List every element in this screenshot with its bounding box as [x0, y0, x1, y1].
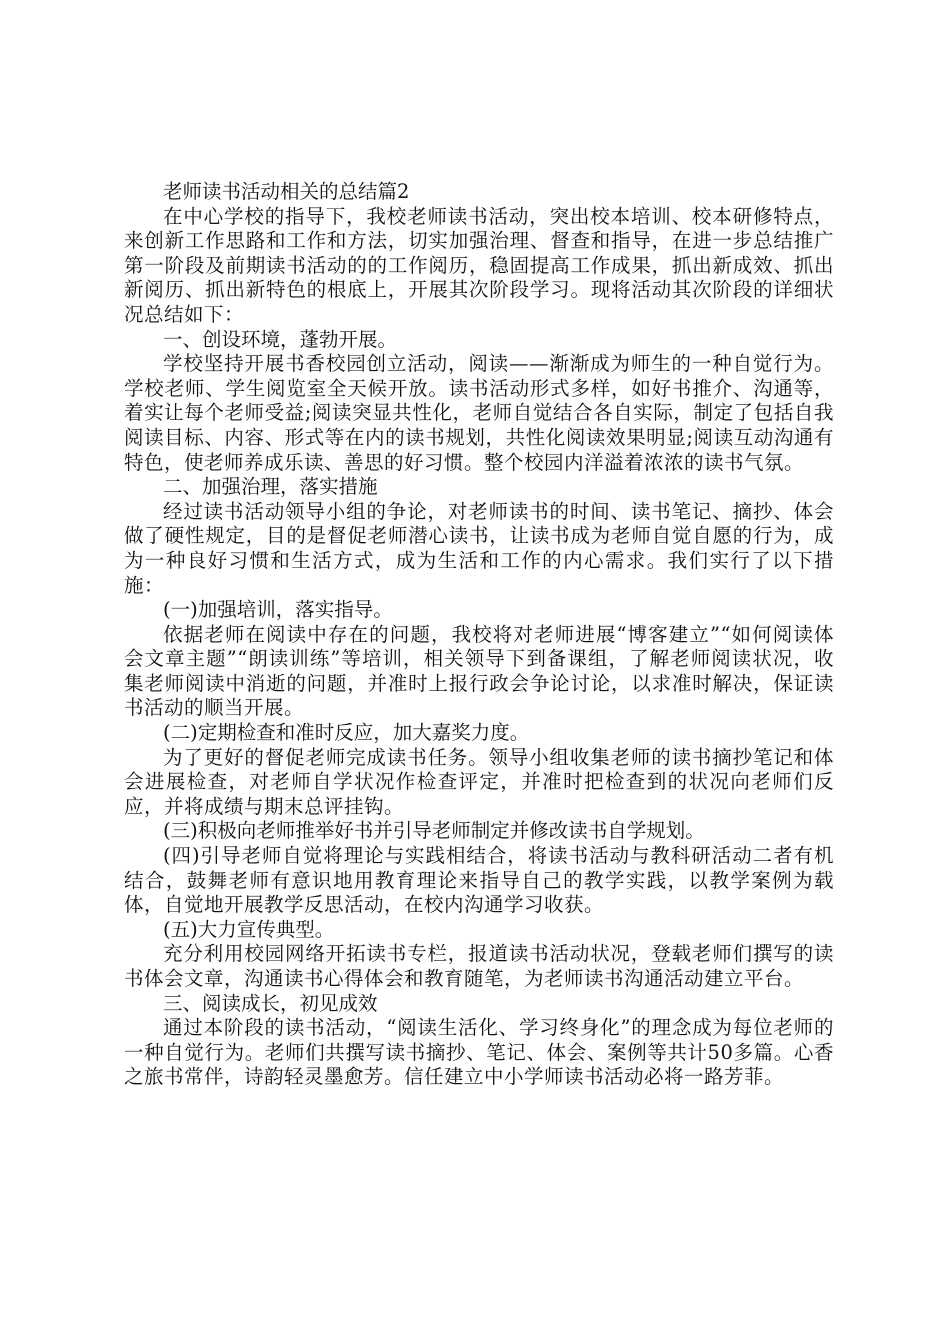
paragraph-results: 通过本阶段的读书活动，“阅读生活化、学习终身化”的理念成为每位老师的一种自觉行为。老师们共撰写读书摘抄、笔记、体会、案例等共计50多篇。心香之旅书常伴，诗韵轻灵墨愈芳。信任建立中小学师读书活动必将一路芳菲。: [124, 1016, 834, 1089]
document-page: [124, 180, 834, 1090]
paragraph-training: 依据老师在阅读中存在的问题，我校将对老师进展“博客建立”“如何阅读体会文章主题”“朗读训练”等培训，相关领导下到备课组，了解老师阅读状况，收集老师阅读中消逝的问题，并准时上报行政会争论讨论，以求准时解决，保证读书活动的顺当开展。: [124, 622, 834, 720]
paragraph-management: 经过读书活动领导小组的争论，对老师读书的时间、读书笔记、摘抄、体会做了硬性规定，目的是督促老师潜心读书，让读书成为老师自觉自愿的行为，成为一种良好习惯和生活方式，成为生活和工作的内心需求。我们实行了以下措施：: [124, 499, 834, 597]
section-heading-1: 一、创设环境，蓬勃开展。: [163, 327, 398, 351]
paragraph-publicity: 充分利用校园网络开拓读书专栏，报道读书活动状况，登载老师们撰写的读书体会文章，沟通读书心得体会和教育随笔，为老师读书沟通活动建立平台。: [124, 942, 834, 990]
section-heading-2: 二、加强治理，落实措施: [163, 475, 378, 499]
paragraph-environment: 学校坚持开展书香校园创立活动，阅读——渐渐成为师生的一种自觉行为。学校老师、学生阅览室全天候开放。读书活动形式多样，如好书推介、沟通等，着实让每个老师受益;阅读突显共性化，老师自觉结合各自实际，制定了包括自我阅读目标、内容、形式等在内的读书规划，共性化阅读效果明显;阅读互动沟通有特色，使老师养成乐读、善思的好习惯。整个校园内洋溢着浓浓的读书气氛。: [124, 352, 834, 474]
subsection-heading-2: (二)定期检查和准时反应，加大嘉奖力度。: [163, 721, 530, 745]
paragraph-intro: 在中心学校的指导下，我校老师读书活动，突出校本培训、校本研修特点，来创新工作思路和工作和方法，切实加强治理、督查和指导，在进一步总结推广第一阶段及前期读书活动的的工作阅历，稳固提高工作成果，抓出新成效、抓出新阅历、抓出新特色的根底上，开展其次阶段学习。现将活动其次阶段的详细状况总结如下：: [124, 204, 834, 326]
paragraph-inspection: 为了更好的督促老师完成读书任务。领导小组收集老师的读书摘抄笔记和体会进展检查，对老师自学状况作检查评定，并准时把检查到的状况向老师们反应，并将成绩与期末总评挂钩。: [124, 745, 834, 818]
document-title: 老师读书活动相关的总结篇2: [163, 180, 410, 203]
section-heading-3: 三、阅读成长，初见成效: [163, 991, 378, 1015]
subsection-heading-3: (三)积极向老师推举好书并引导老师制定并修改读书自学规划。: [163, 819, 705, 843]
paragraph-theory-practice: (四)引导老师自觉将理论与实践相结合，将读书活动与教科研活动二者有机结合，鼓舞老师有意识地用教育理论来指导自己的教学实践，以教学案例为载体，自觉地开展教学反思活动，在校内沟通学习收获。: [124, 844, 834, 917]
subsection-heading-5: (五)大力宣传典型。: [163, 917, 335, 941]
subsection-heading-1: (一)加强培训，落实指导。: [163, 598, 393, 622]
